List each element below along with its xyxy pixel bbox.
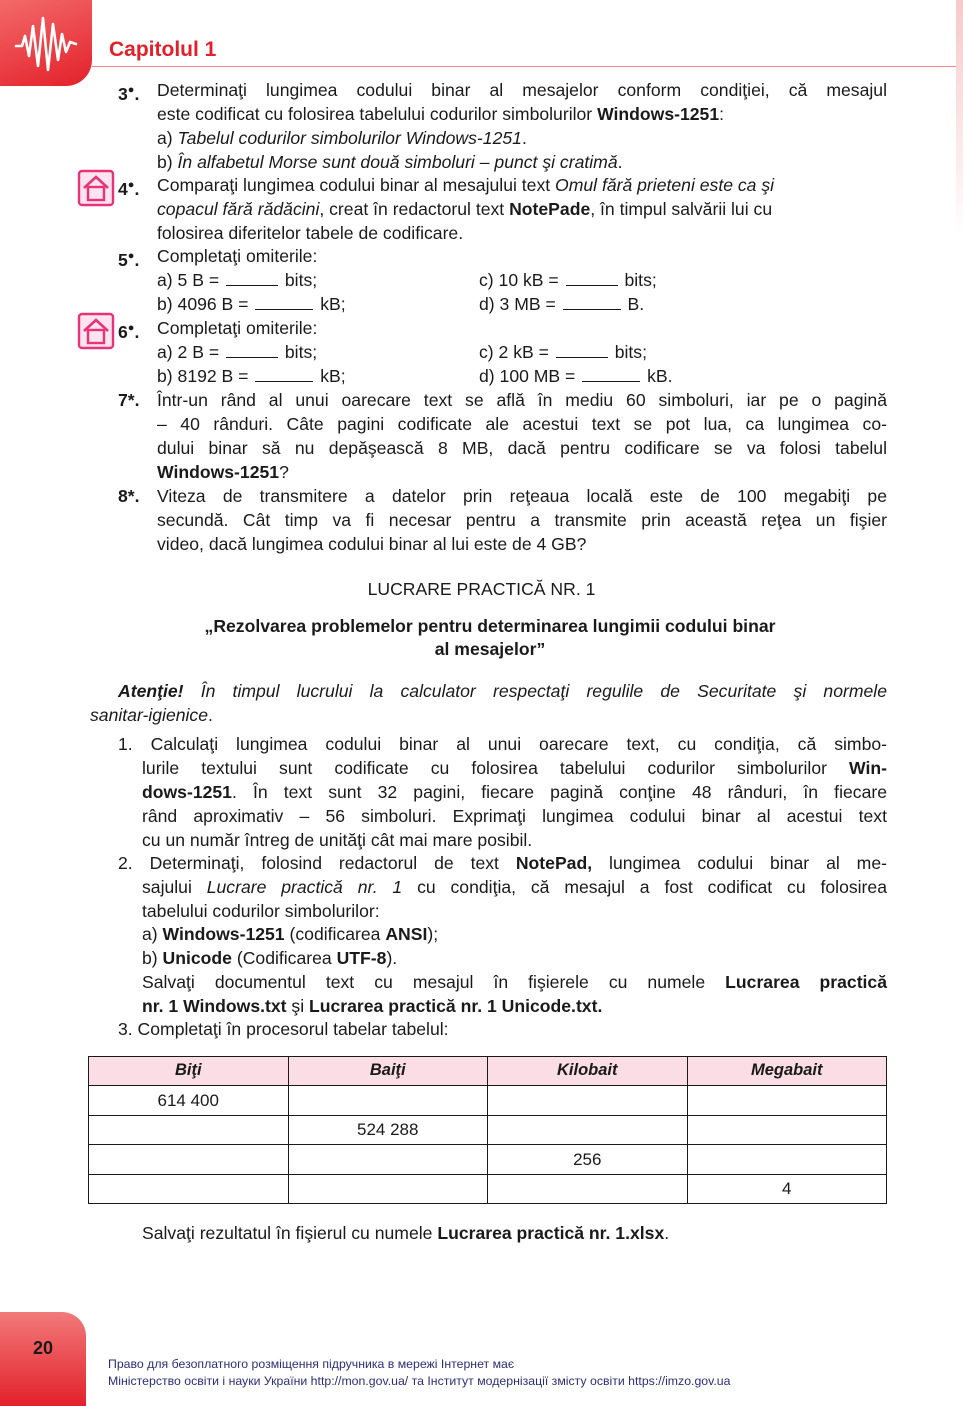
exercise-number: 6●. [118,321,140,342]
exercise-text: video, dacă lungimea codului binar al lui este de 4 GB? [157,534,587,554]
chapter-tab [0,0,92,86]
exercise-text: Comparaţi lungimea codului binar al mesajului text Omul fără prieteni este ca şi [157,175,775,195]
exercise-text: Viteza de transmitere a datelor prin reţeaua locală este de 100 megabiţi pe [157,486,887,506]
exercise-text: secundă. Cât timp va fi necesar pentru a transmite prin această reţea un fişier [157,510,887,530]
footer-text: Право для безоплатного розміщення підручника в мережі Інтернет має [108,1357,515,1371]
exercise-option: b) 4096 B = kB; [157,294,346,314]
task-text: sajului Lucrare practică nr. 1 cu condiţia, că mesajul a fost codificat cu folosirea [142,877,887,897]
exercise-option: a) Tabelul codurilor simbolurilor Windows-1251. [157,128,527,148]
footer-text: Міністерство освіти і науки України http://mon.gov.ua/ та Інститут модернізації змісту освіти https://imzo.gov.ua [108,1374,731,1388]
exercise-text: Într-un rând al unui oarecare text se află în mediu 60 simboluri, iar pe o pagină [157,390,887,410]
exercise-option: c) 2 kB = bits; [479,342,647,362]
exercise-text: Completaţi omiterile: [157,246,318,266]
table-cell: 4 [687,1174,887,1203]
task-text: nr. 1 Windows.txt şi Lucrarea practică nr. 1 Unicode.txt. [142,996,603,1016]
exercise-option: b) 8192 B = kB; [157,366,346,386]
table-cell [488,1115,688,1144]
exercise-number: 8*. [118,486,140,506]
units-table [88,1056,887,1204]
table-cell [288,1086,488,1115]
table-cell [89,1115,289,1144]
save-instruction: Salvaţi rezultatul în fişierul cu numele Lucrarea practică nr. 1.xlsx. [142,1223,670,1243]
table-cell: 256 [488,1145,688,1174]
task-text: Salvaţi documentul text cu mesajul în fişierele cu numele Lucrarea practică [142,972,888,992]
task-text: lurile textului sunt codificate cu folosirea tabelului codurilor simbolurilor Win- [142,758,887,778]
table-cell: 614 400 [89,1086,289,1115]
table-cell [288,1174,488,1203]
task-text: cu un număr întreg de unităţi cât mai mare posibil. [142,830,533,850]
task-text: dows-1251. În text sunt 32 pagini, fiecare pagină conţine 48 rânduri, în fiecare [142,782,887,802]
attention-note: Atenţie! În timpul lucrului la calculator respectaţi regulile de Securitate şi normele [118,681,887,701]
exercise-number: 3●. [118,83,140,104]
practical-title: LUCRARE PRACTICĂ NR. 1 [367,579,596,599]
home-icon [74,166,118,210]
task-text: 1. Calculaţi lungimea codului binar al unui oarecare text, cu condiţia, că simbo- [118,734,887,754]
exercise-text: folosirea diferitelor tabele de codificare. [157,223,464,243]
exercise-number: 4●. [118,178,140,199]
task-option: b) Unicode (Codificarea UTF-8). [142,948,398,968]
table-row [89,1174,887,1203]
chapter-title: Capitolul 1 [109,38,217,61]
exercise-option: d) 3 MB = B. [479,294,645,314]
header-rule [92,66,963,67]
page-number: 20 [32,1338,54,1358]
table-cell [288,1145,488,1174]
exercise-text: este codificat cu folosirea tabelului codurilor simbolurilor Windows-1251: [157,104,725,124]
table-cell [687,1145,887,1174]
column-header: Baiţi [288,1057,488,1086]
page-edge [956,0,963,240]
exercise-option: a) 5 B = bits; [157,270,318,290]
table-row [89,1115,887,1144]
task-text: 3. Completaţi în procesorul tabelar tabelul: [118,1019,449,1039]
column-header: Biţi [89,1057,289,1086]
exercise-text: – 40 rânduri. Câte pagini codificate ale acestui text se pot lua, ca lungimea co- [157,414,887,434]
exercise-number: 5●. [118,249,140,270]
table-cell [488,1174,688,1203]
table-cell: 524 288 [288,1115,488,1144]
practical-subtitle: al mesajelor” [434,639,546,659]
task-text: tabelului codurilor simbolurilor: [142,901,380,921]
task-text: 2. Determinaţi, folosind redactorul de text NotePad, lungimea codului binar al me- [118,853,887,873]
table-row [89,1086,887,1115]
table-cell [687,1086,887,1115]
exercise-text: Windows-1251? [157,462,289,482]
home-icon [74,309,118,353]
table-cell [687,1115,887,1144]
table-cell [488,1086,688,1115]
waveform-icon [14,12,78,74]
column-header: Megabait [687,1057,887,1086]
exercise-text: copacul fără rădăcini, creat în redactorul text NotePade, în timpul salvării lui cu [157,199,773,219]
table-cell [89,1174,289,1203]
exercise-option: d) 100 MB = kB. [479,366,673,386]
exercise-number: 7*. [118,390,140,410]
task-option: a) Windows-1251 (codificarea ANSI); [142,924,439,944]
exercise-option: b) În alfabetul Morse sunt două simboluri – punct şi cratimă. [157,152,623,172]
practical-subtitle: „Rezolvarea problemelor pentru determinarea lungimii codului binar [204,616,776,636]
exercise-text: dului binar să nu depăşească 8 MB, dacă pentru codificare se va folosi tabelul [157,438,887,458]
task-text: rând aproximativ – 56 simboluri. Exprimaţi lungimea codului binar al acestui text [142,806,887,826]
table-cell [89,1145,289,1174]
exercise-option: a) 2 B = bits; [157,342,318,362]
exercise-text: Determinaţi lungimea codului binar al mesajelor conform condiţiei, că mesajul [157,80,887,100]
exercise-text: Completaţi omiterile: [157,318,318,338]
table-row [89,1145,887,1174]
column-header: Kilobait [488,1057,688,1086]
attention-note: sanitar-igienice. [90,705,213,725]
table-header-row [89,1057,887,1086]
exercise-option: c) 10 kB = bits; [479,270,657,290]
